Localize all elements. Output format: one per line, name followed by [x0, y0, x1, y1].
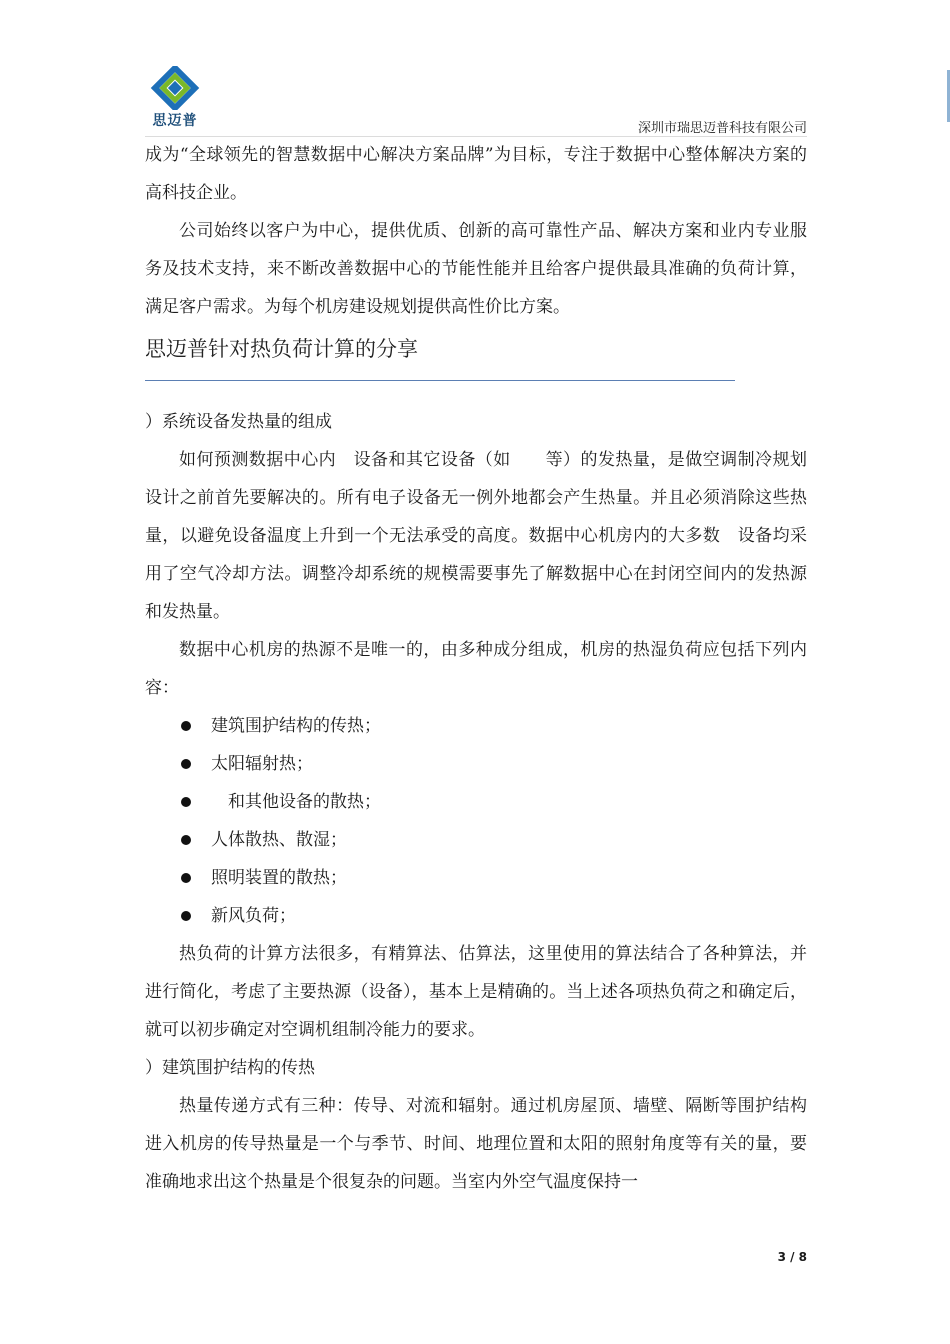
sub1-paragraph-2: 数据中心机房的热源不是唯一的，由多种成分组成，机房的热湿负荷应包括下列内容：: [145, 640, 807, 698]
list-item: 照明装置的散热；: [179, 859, 807, 897]
document-body: [145, 136, 807, 1201]
heat-source-list: [145, 707, 807, 935]
company-name: 深圳市瑞思迈普科技有限公司: [637, 121, 807, 136]
sub1-paragraph-1: 如何预测数据中心内 设备和其它设备（如 等）的发热量，是做空调制冷规划设计之前首先要解决的。所有电子设备无一例外地都会产生热量。并且必须消除这些热量，以避免设备温度上升到一个无法承受的高度。数据中心机房内的大多数 设备均采用了空气冷却方法。调整冷却系统的规模需要事先了解数据中心在封闭空间内的发热源和发热量。: [145, 450, 807, 622]
list-item: 新风负荷；: [179, 897, 807, 935]
list-item: 太阳辐射热；: [179, 745, 807, 783]
sub1-heading: ）系统设备发热量的组成: [145, 412, 332, 432]
sub2-paragraph-1: 热量传递方式有三种：传导、对流和辐射。通过机房屋顶、墙壁、隔断等围护结构进入机房的传导热量是一个与季节、时间、地理位置和太阳的照射角度等有关的量，要准确地求出这个热量是个很复杂的问题。当室内外空气温度保持一: [145, 1096, 807, 1192]
logo-diamond-icon: [145, 66, 205, 110]
intro-paragraph-2: 公司始终以客户为中心，提供优质、创新的高可靠性产品、解决方案和业内专业服务及技术支持，来不断改善数据中心的节能性能并且给客户提供最具准确的负荷计算，满足客户需求。为每个机房建设规划提供高性价比方案。: [145, 221, 807, 317]
section-title: 思迈普针对热负荷计算的分享: [145, 337, 418, 361]
logo-text: 思迈普: [152, 113, 198, 129]
page-number: 3 / 8: [777, 1250, 807, 1264]
section-title-rule: [145, 380, 735, 381]
list-item: 建筑围护结构的传热；: [179, 707, 807, 745]
list-item: 人体散热、散湿；: [179, 821, 807, 859]
sub1-paragraph-3: 热负荷的计算方法很多，有精算法、估算法，这里使用的算法结合了各种算法，并进行简化，考虑了主要热源（设备），基本上是精确的。当上述各项热负荷之和确定后，就可以初步确定对空调机组制冷能力的要求。: [145, 944, 807, 1040]
company-logo: [145, 66, 205, 128]
sub2-heading: ）建筑围护结构的传热: [145, 1058, 315, 1078]
intro-paragraph-1: 成为“全球领先的智慧数据中心解决方案品牌”为目标，专注于数据中心整体解决方案的高科技企业。: [145, 145, 807, 203]
list-item: 和其他设备的散热；: [179, 783, 807, 821]
